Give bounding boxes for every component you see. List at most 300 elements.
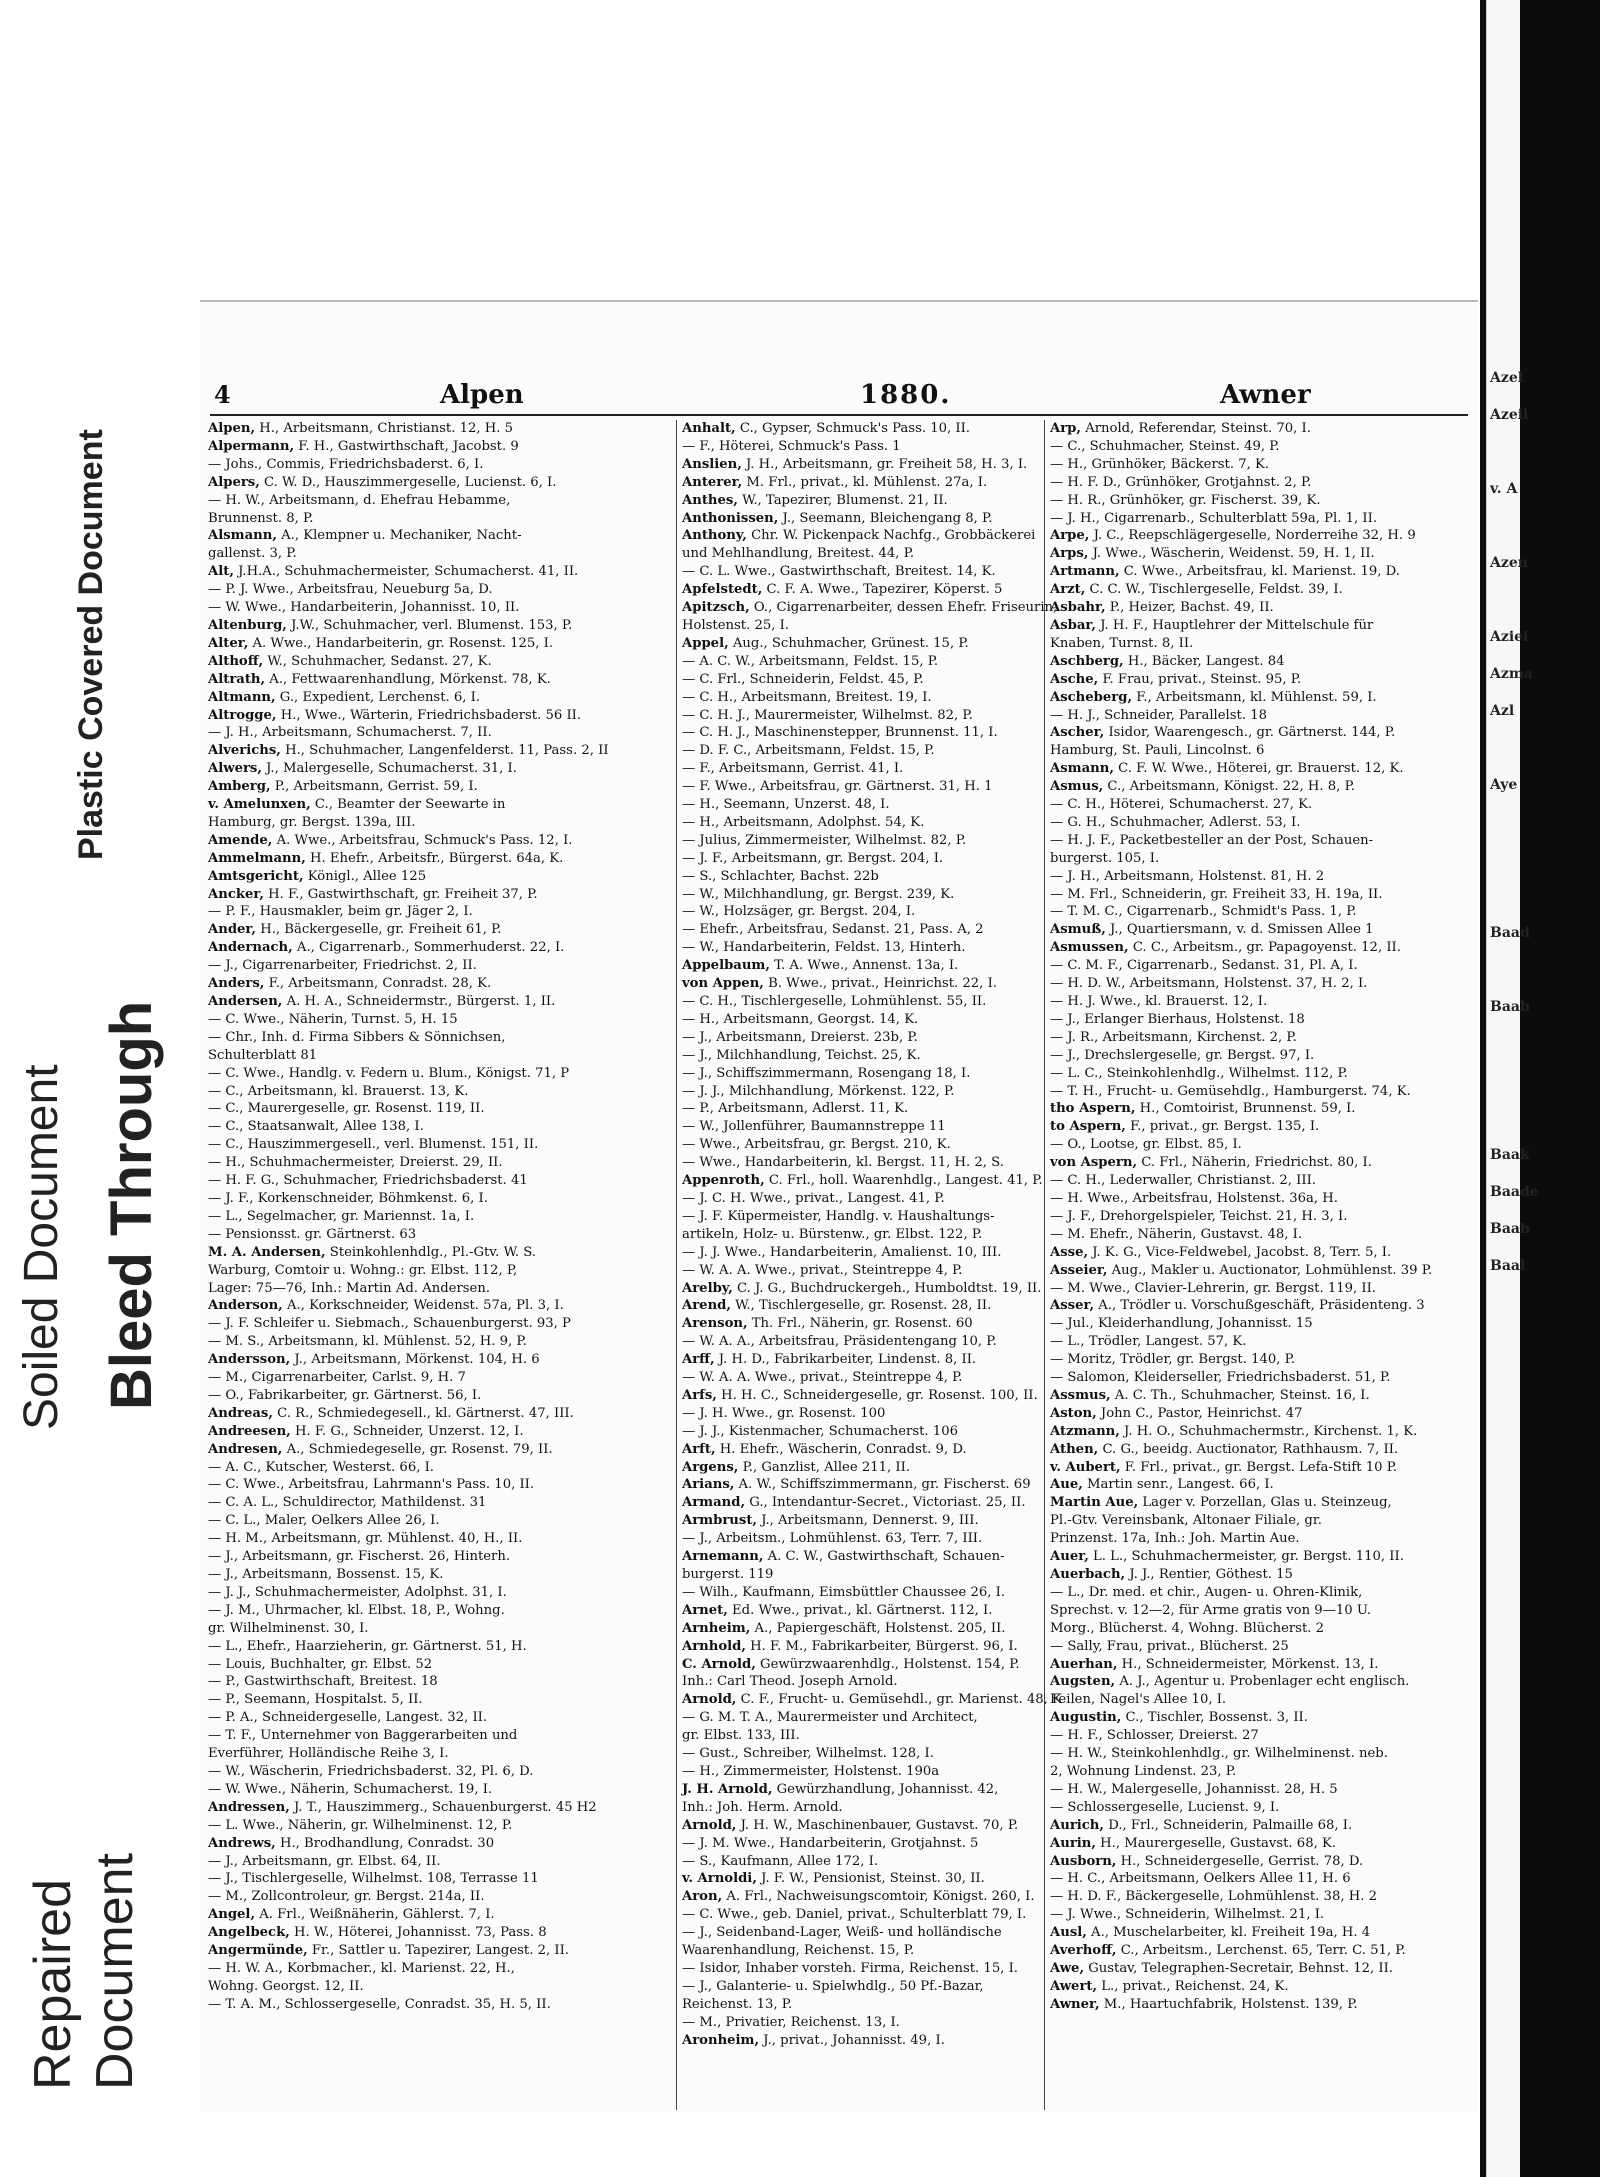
directory-entry: Arfs, H. H. C., Schneidergeselle, gr. Rosenst. 100, II. <box>682 1387 1038 1403</box>
directory-entry: — J., Schiffszimmermann, Rosengang 18, I. <box>682 1065 971 1081</box>
directory-entry: — H. F. G., Schuhmacher, Friedrichsbaderst. 41 <box>208 1173 528 1189</box>
directory-entry: v. Arnoldi, J. F. W., Pensionist, Steinst. 30, II. <box>682 1871 985 1887</box>
header-first-word: Alpen <box>440 380 524 410</box>
directory-entry: — P. A., Schneidergeselle, Langest. 32, II. <box>208 1710 488 1726</box>
directory-entry: — W., Wäscherin, Friedrichsbaderst. 32, Pl. 6, D. <box>208 1763 534 1779</box>
directory-entry: Andreas, C. R., Schmiedegesell., kl. Gärtnerst. 47, III. <box>208 1405 574 1421</box>
directory-entry: Aurin, H., Maurergeselle, Gustavst. 68, K. <box>1050 1835 1337 1851</box>
directory-entry: — J., Drechslergeselle, gr. Bergst. 97, I. <box>1050 1047 1315 1063</box>
directory-entry: — Sally, Frau, privat., Blücherst. 25 <box>1050 1638 1289 1654</box>
directory-entry: — C. M. F., Cigarrenarb., Sedanst. 31, Pl. A, I. <box>1050 958 1358 974</box>
directory-entry: Atzmann, J. H. O., Schuhmachermstr., Kirchenst. 1, K. <box>1050 1423 1418 1439</box>
directory-entry: — J. Wwe., Schneiderin, Wilhelmst. 21, I. <box>1050 1907 1325 1923</box>
directory-entry: Angermünde, Fr., Sattler u. Tapezirer, Langest. 2, II. <box>208 1943 569 1959</box>
page-header <box>200 380 1478 414</box>
directory-entry: — J., Arbeitsmann, Bossenst. 15, K. <box>208 1567 444 1582</box>
header-last-word: Awner <box>1220 380 1311 410</box>
directory-entry: — P. F., Hausmakler, beim gr. Jäger 2, I. <box>208 904 473 920</box>
directory-entry: — C. H. J., Maurermeister, Wilhelmst. 82, P. <box>682 707 973 723</box>
directory-entry: — W. A. A. Wwe., privat., Steintreppe 4, P. <box>682 1262 963 1278</box>
directory-entry: v. Amelunxen, C., Beamter der Seewarte in <box>208 797 506 813</box>
directory-entry: Anslien, J. H., Arbeitsmann, gr. Freiheit 58, H. 3, I. <box>682 456 1028 472</box>
directory-entry: Awner, M., Haartuchfabrik, Holstenst. 139, P. <box>1050 1996 1358 2012</box>
directory-entry: — G. H., Schuhmacher, Adlerst. 53, I. <box>1050 814 1301 830</box>
label-plastic-covered: Plastic Covered Document <box>72 429 110 860</box>
directory-entry: — H. M., Arbeitsmann, gr. Mühlenst. 40, H., II. <box>208 1531 523 1547</box>
adjacent-page-fragment <box>1490 730 1520 767</box>
directory-entry: Augsten, A. J., Agentur u. Probenlager echt englisch. <box>1050 1674 1410 1690</box>
directory-entry: Inh.: Carl Theod. Joseph Arnold. <box>682 1674 898 1690</box>
directory-entry: — J., Tischlergeselle, Wilhelmst. 108, Terrasse 11 <box>208 1871 539 1887</box>
directory-entry: 2, Wohnung Lindenst. 23, P. <box>1050 1763 1237 1779</box>
directory-entry: Aue, Martin senr., Langest. 66, I. <box>1050 1477 1274 1493</box>
directory-entry: Arnold, J. H. W., Maschinenbauer, Gustavst. 70, P. <box>682 1817 1019 1833</box>
directory-entry: Anderson, A., Korkschneider, Weidenst. 57a, Pl. 3, I. <box>208 1298 564 1314</box>
directory-entry: — Schlossergeselle, Lucienst. 9, I. <box>1050 1799 1280 1815</box>
directory-entry: Alpen, H., Arbeitsmann, Christianst. 12, H. 5 <box>208 421 514 436</box>
label-bleed-through: Bleed Through <box>99 1000 164 1410</box>
directory-entry: — Gust., Schreiber, Wilhelmst. 128, I. <box>682 1746 934 1762</box>
directory-entry: — L. Wwe., Näherin, gr. Wilhelminenst. 12, P. <box>208 1817 513 1833</box>
directory-entry: — C., Schuhmacher, Steinst. 49, P. <box>1050 438 1280 454</box>
directory-entry: Brunnenst. 8, P. <box>208 510 314 526</box>
directory-entry: gr. Wilhelminenst. 30, I. <box>208 1620 369 1636</box>
directory-entry: — J. J., Schuhmachermeister, Adolphst. 31, I. <box>208 1584 507 1600</box>
directory-entry: — Isidor, Inhaber vorsteh. Firma, Reichenst. 15, I. <box>682 1960 1019 1976</box>
directory-entry: Martin Aue, Lager v. Porzellan, Glas u. Steinzeug, <box>1050 1495 1392 1511</box>
directory-entry: Reichenst. 13, P. <box>682 1996 793 2012</box>
directory-entry: — F., Höterei, Schmuck's Pass. 1 <box>682 438 901 454</box>
directory-entry: Auerbach, J. J., Rentier, Göthest. 15 <box>1050 1567 1293 1582</box>
directory-entry: — H., Schuhmachermeister, Dreierst. 29, II. <box>208 1155 503 1171</box>
directory-entry: Apfelstedt, C. F. A. Wwe., Tapezirer, Köperst. 5 <box>682 582 1003 598</box>
directory-entry: — J. H., Arbeitsmann, Holstenst. 81, H. 2 <box>1050 868 1325 884</box>
directory-entry: Armand, G., Intendantur-Secret., Victoriast. 25, II. <box>682 1495 1026 1511</box>
adjacent-page-fragment <box>1490 434 1520 471</box>
directory-entry: — H. F. D., Grünhöker, Grotjahnst. 2, P. <box>1050 474 1312 490</box>
header-year: 1880. <box>860 380 952 410</box>
directory-entry: Andersen, A. H. A., Schneidermstr., Bürgerst. 1, II. <box>208 994 556 1009</box>
adjacent-page-fragment: Azma <box>1490 666 1533 682</box>
directory-entry: — L., Trödler, Langest. 57, K. <box>1050 1334 1247 1350</box>
directory-entry: — W. Wwe., Näherin, Schumacherst. 19, I. <box>208 1781 493 1797</box>
directory-entry: — H., Grünhöker, Bäckerst. 7, K. <box>1050 456 1270 472</box>
directory-entry: — F., Arbeitsmann, Gerrist. 41, I. <box>682 761 904 777</box>
directory-entry: Anterer, M. Frl., privat., kl. Mühlenst. 27a, I. <box>682 474 988 490</box>
adjacent-page-fragment <box>1490 1063 1520 1100</box>
directory-entry: — W., Holzsäger, gr. Bergst. 204, I. <box>682 904 916 920</box>
directory-entry: Asche, F. Frau, privat., Steinst. 95, P. <box>1050 671 1302 687</box>
directory-entry: — W., Jollenführer, Baumannstreppe 11 <box>682 1119 946 1135</box>
directory-entry: Sprechst. v. 12—2, für Arme gratis von 9—10 U. <box>1050 1602 1371 1618</box>
directory-entry: — Chr., Inh. d. Firma Sibbers & Sönnichsen, <box>208 1029 506 1045</box>
adjacent-page-fragment: Baab <box>1490 999 1530 1015</box>
directory-entry: — Julius, Zimmermeister, Wilhelmst. 82, P. <box>682 832 967 848</box>
directory-entry: — M., Cigarrenarbeiter, Carlst. 9, H. 7 <box>208 1370 466 1386</box>
directory-entry: Asmuß, J., Quartiersmann, v. d. Smissen Allee 1 <box>1050 922 1374 938</box>
directory-entry: — H. D. W., Arbeitsmann, Holstenst. 37, H. 2, I. <box>1050 976 1368 992</box>
directory-entry: — Jul., Kleiderhandlung, Johannisst. 15 <box>1050 1316 1313 1332</box>
directory-entry: — C. Wwe., geb. Daniel, privat., Schulterblatt 79, I. <box>682 1907 1027 1923</box>
directory-entry: — M. Wwe., Clavier-Lehrerin, gr. Bergst. 119, II. <box>1050 1280 1376 1296</box>
directory-entry: Aston, John C., Pastor, Heinrichst. 47 <box>1050 1405 1303 1421</box>
directory-entry: Asbahr, P., Heizer, Bachst. 49, II. <box>1050 600 1274 616</box>
directory-entry: — J. M., Uhrmacher, kl. Elbst. 18, P., Wohng. <box>208 1602 505 1618</box>
directory-entry: Asbar, J. H. F., Hauptlehrer der Mittelschule für <box>1050 617 1374 633</box>
directory-entry: Arp, Arnold, Referendar, Steinst. 70, I. <box>1050 421 1311 436</box>
directory-entry: — J., Milchhandlung, Teichst. 25, K. <box>682 1047 921 1063</box>
adjacent-page-fragment <box>1490 1026 1520 1063</box>
directory-entry: — J. H., Cigarrenarb., Schulterblatt 59a, Pl. 1, II. <box>1050 510 1378 526</box>
label-repaired-line1: Repaired <box>24 1878 82 2090</box>
directory-entry: Arft, H. Ehefr., Wäscherin, Conradst. 9, D. <box>682 1441 967 1457</box>
directory-entry: — J., Arbeitsm., Lohmühlenst. 63, Terr. 7, III. <box>682 1531 983 1547</box>
adjacent-page-fragment <box>1490 804 1520 841</box>
directory-entry: — T. M. C., Cigarrenarb., Schmidt's Pass. 1, P. <box>1050 904 1357 920</box>
directory-entry: — C. H., Tischlergeselle, Lohmühlenst. 55, II. <box>682 994 987 1009</box>
directory-entry: Arnemann, A. C. W., Gastwirthschaft, Schauen- <box>682 1549 1005 1565</box>
directory-entry: Altenburg, J.W., Schuhmacher, verl. Blumenst. 153, P. <box>208 617 573 633</box>
directory-entry: von Appen, B. Wwe., privat., Heinrichst. 22, I. <box>682 976 997 992</box>
adjacent-page-fragment: Azeil <box>1490 407 1529 423</box>
directory-entry: Amende, A. Wwe., Arbeitsfrau, Schmuck's Pass. 12, I. <box>208 832 573 848</box>
adjacent-page-fragment <box>1490 841 1520 878</box>
directory-entry: Augustin, C., Tischler, Bossenst. 3, II. <box>1050 1710 1308 1726</box>
directory-entry: Holstenst. 25, I. <box>682 617 790 633</box>
directory-entry: — M. Frl., Schneiderin, gr. Freiheit 33, H. 19a, II. <box>1050 886 1383 902</box>
directory-entry: — H., Arbeitsmann, Georgst. 14, K. <box>682 1011 919 1027</box>
directory-entry: — T. A. M., Schlossergeselle, Conradst. 35, H. 5, II. <box>208 1996 551 2012</box>
directory-entry: Alsmann, A., Klempner u. Mechaniker, Nacht- <box>208 528 522 544</box>
directory-entry: Appel, Aug., Schuhmacher, Grünest. 15, P. <box>682 635 969 651</box>
directory-entry: und Mehlhandlung, Breitest. 44, P. <box>682 546 915 562</box>
directory-entry: — J. F. Küpermeister, Handlg. v. Haushaltungs- <box>682 1208 995 1224</box>
directory-entry: — M., Zollcontroleur, gr. Bergst. 214a, II. <box>208 1889 485 1905</box>
directory-entry: — C. L., Maler, Oelkers Allee 26, I. <box>208 1513 440 1529</box>
directory-entry: — J., Arbeitsmann, gr. Fischerst. 26, Hinterh. <box>208 1549 511 1565</box>
directory-entry: — L. C., Steinkohlenhdlg., Wilhelmst. 112, P. <box>1050 1065 1348 1081</box>
directory-entry: Andernach, A., Cigarrenarb., Sommerhuderst. 22, I. <box>208 940 565 956</box>
directory-entry: — H. C., Arbeitsmann, Oelkers Allee 11, H. 6 <box>1050 1871 1351 1887</box>
directory-entry: — Johs., Commis, Friedrichsbaderst. 6, I. <box>208 456 484 472</box>
directory-entry: — P., Arbeitsmann, Adlerst. 11, K. <box>682 1101 909 1117</box>
directory-entry: Alverichs, H., Schuhmacher, Langenfelderst. 11, Pass. 2, II <box>208 743 609 759</box>
directory-entry: — W., Milchhandlung, gr. Bergst. 239, K. <box>682 886 955 902</box>
directory-entry: burgerst. 119 <box>682 1567 774 1582</box>
directory-entry: Feilen, Nagel's Allee 10, I. <box>1050 1692 1227 1708</box>
label-repaired-line2: Document <box>86 1853 144 2090</box>
directory-entry: Appelbaum, T. A. Wwe., Annenst. 13a, I. <box>682 958 959 974</box>
directory-entry: — H., Arbeitsmann, Adolphst. 54, K. <box>682 814 925 830</box>
directory-entry: Anders, F., Arbeitsmann, Conradst. 28, K. <box>208 976 492 992</box>
directory-entry: — C. A. L., Schuldirector, Mathildenst. 31 <box>208 1495 487 1511</box>
directory-entry: Hamburg, St. Pauli, Lincolnst. 6 <box>1050 743 1265 759</box>
directory-entry: — J. J., Kistenmacher, Schumacherst. 106 <box>682 1423 958 1439</box>
directory-entry: Anhalt, C., Gypser, Schmuck's Pass. 10, II. <box>682 421 970 436</box>
directory-entry: — C. Wwe., Arbeitsfrau, Lahrmann's Pass. 10, II. <box>208 1477 535 1493</box>
directory-entry: — J. J. Wwe., Handarbeiterin, Amalienst. 10, III. <box>682 1244 1002 1260</box>
directory-entry: — Wwe., Handarbeiterin, kl. Bergst. 11, H. 2, S. <box>682 1155 1004 1171</box>
directory-entry: gallenst. 3, P. <box>208 546 297 562</box>
directory-entry: — W. Wwe., Handarbeiterin, Johannisst. 10, II. <box>208 600 520 616</box>
directory-entry: — J., Galanterie- u. Spielwhdlg., 50 Pf.-Bazar, <box>682 1978 984 1994</box>
directory-entry: Schulterblatt 81 <box>208 1047 318 1063</box>
directory-entry: Aronheim, J., privat., Johannisst. 49, I. <box>682 2032 945 2048</box>
adjacent-page-fragment: Azen <box>1490 555 1528 571</box>
adjacent-page-fragment: Baab <box>1490 1221 1530 1237</box>
adjacent-page-fragment <box>1490 878 1520 915</box>
directory-entry: — D. F. C., Arbeitsmann, Feldst. 15, P. <box>682 743 935 759</box>
directory-entry: — F. Wwe., Arbeitsfrau, gr. Gärtnerst. 31, H. 1 <box>682 779 993 795</box>
directory-entry: Andressen, J. T., Hauszimmerg., Schauenburgerst. 45 H2 <box>208 1799 597 1815</box>
directory-entry: M. A. Andersen, Steinkohlenhdlg., Pl.-Gtv. W. S. <box>208 1244 536 1260</box>
directory-entry: — M. S., Arbeitsmann, kl. Mühlenst. 52, H. 9, P. <box>208 1334 527 1350</box>
directory-entry: Arend, W., Tischlergeselle, gr. Rosenst. 28, II. <box>682 1298 992 1314</box>
directory-entry: — O., Lootse, gr. Elbst. 85, I. <box>1050 1137 1242 1153</box>
directory-entry: — J. F., Arbeitsmann, gr. Bergst. 204, I. <box>682 850 944 866</box>
adjacent-page-fragment <box>1490 582 1520 619</box>
directory-entry: — C. L. Wwe., Gastwirthschaft, Breitest. 14, K. <box>682 564 996 580</box>
directory-entry: — C., Staatsanwalt, Allee 138, I. <box>208 1119 424 1135</box>
directory-entry: — H. W., Malergeselle, Johannisst. 28, H. 5 <box>1050 1781 1338 1797</box>
directory-entry: — S., Kaufmann, Allee 172, I. <box>682 1853 879 1869</box>
directory-entry: Altrogge, H., Wwe., Wärterin, Friedrichsbaderst. 56 II. <box>208 707 582 723</box>
adjacent-page-fragment: Baak <box>1490 1147 1530 1163</box>
directory-entry: Asmussen, C. C., Arbeitsm., gr. Papagoyenst. 12, II. <box>1050 940 1401 956</box>
directory-entry: — H. Wwe., Arbeitsfrau, Holstenst. 36a, H. <box>1050 1190 1338 1206</box>
directory-entry: — C. Wwe., Näherin, Turnst. 5, H. 15 <box>208 1011 458 1027</box>
directory-entry: Althoff, W., Schuhmacher, Sedanst. 27, K. <box>208 653 492 669</box>
directory-entry: — P. J. Wwe., Arbeitsfrau, Neueburg 5a, D. <box>208 582 493 598</box>
directory-entry: Amberg, P., Arbeitsmann, Gerrist. 59, I. <box>208 779 478 795</box>
directory-entry: — M., Privatier, Reichenst. 13, I. <box>682 2014 900 2030</box>
directory-entry: — H. J., Schneider, Parallelst. 18 <box>1050 707 1268 723</box>
directory-entry: Argens, P., Ganzlist, Allee 211, II. <box>682 1459 911 1475</box>
directory-entry: Alt, J.H.A., Schuhmachermeister, Schumacherst. 41, II. <box>208 564 579 580</box>
directory-entry: Asmus, C., Arbeitsmann, Königst. 22, H. 8, P. <box>1050 779 1355 795</box>
directory-entry: — J., Erlanger Bierhaus, Holstenst. 18 <box>1050 1011 1305 1027</box>
directory-entry: Andreesen, H. F. G., Schneider, Unzerst. 12, I. <box>208 1423 524 1439</box>
directory-entry: Morg., Blücherst. 4, Wohng. Blücherst. 2 <box>1050 1620 1325 1636</box>
page-number: 4 <box>214 380 231 409</box>
directory-entry: Asseier, Aug., Makler u. Auctionator, Lohmühlenst. 39 P. <box>1050 1262 1433 1278</box>
directory-entry: to Aspern, F., privat., gr. Bergst. 135, I. <box>1050 1119 1320 1135</box>
directory-entry: Arff, J. H. D., Fabrikarbeiter, Lindenst. 8, II. <box>682 1352 977 1368</box>
directory-entry: — J. R., Arbeitsmann, Kirchenst. 2, P. <box>1050 1029 1297 1045</box>
directory-entry: — J. H., Arbeitsmann, Schumacherst. 7, II. <box>208 725 492 741</box>
directory-entry: von Aspern, C. Frl., Näherin, Friedrichst. 80, I. <box>1050 1155 1372 1171</box>
directory-entry: Auer, L. L., Schuhmachermeister, gr. Bergst. 110, II. <box>1050 1549 1404 1565</box>
directory-entry: — Ehefr., Arbeitsfrau, Sedanst. 21, Pass. A, 2 <box>682 922 984 938</box>
directory-entry: Arnhold, H. F. M., Fabrikarbeiter, Bürgerst. 96, I. <box>682 1638 1018 1654</box>
directory-entry: gr. Elbst. 133, III. <box>682 1728 800 1744</box>
adjacent-page-fragment <box>1490 952 1520 989</box>
directory-entry: Ander, H., Bäckergeselle, gr. Freiheit 61, P. <box>208 922 502 938</box>
adjacent-page-fragment: Aye <box>1490 777 1518 793</box>
directory-entry: Auerhan, H., Schneidermeister, Mörkenst. 13, I. <box>1050 1656 1379 1672</box>
directory-entry: — G. M. T. A., Maurermeister und Architect, <box>682 1710 978 1726</box>
directory-entry: — C., Arbeitsmann, kl. Brauerst. 13, K. <box>208 1083 469 1099</box>
directory-entry: Armbrust, J., Arbeitsmann, Dennerst. 9, III. <box>682 1513 979 1529</box>
directory-entry: — J. M. Wwe., Handarbeiterin, Grotjahnst. 5 <box>682 1835 979 1851</box>
directory-entry: Angelbeck, H. W., Höterei, Johannisst. 73, Pass. 8 <box>208 1925 547 1941</box>
directory-entry: — O., Fabrikarbeiter, gr. Gärtnerst. 56, I. <box>208 1387 482 1403</box>
directory-entry: Arpe, J. C., Reepschlägergeselle, Norderreihe 32, H. 9 <box>1050 528 1416 544</box>
directory-entry: Arenson, Th. Frl., Näherin, gr. Rosenst. 60 <box>682 1316 973 1332</box>
directory-entry: — T. H., Frucht- u. Gemüsehdlg., Hamburgerst. 74, K. <box>1050 1083 1411 1099</box>
directory-entry: — Moritz, Trödler, gr. Bergst. 140, P. <box>1050 1352 1296 1368</box>
directory-entry: — A. C., Kutscher, Westerst. 66, I. <box>208 1459 435 1475</box>
scanned-page <box>200 300 1478 2112</box>
directory-entry: Assmus, A. C. Th., Schuhmacher, Steinst. 16, I. <box>1050 1387 1370 1403</box>
directory-entry: Awert, L., privat., Reichenst. 24, K. <box>1050 1978 1289 1994</box>
directory-entry: burgerst. 105, I. <box>1050 850 1160 866</box>
label-repaired <box>22 1853 146 2090</box>
directory-entry: Angel, A. Frl., Weißnäherin, Gählerst. 7, I. <box>208 1907 495 1923</box>
directory-entry: — A. C. W., Arbeitsmann, Feldst. 15, P. <box>682 653 939 669</box>
directory-entry: — H. W., Steinkohlenhdlg., gr. Wilhelminenst. neb. <box>1050 1746 1388 1762</box>
directory-entry: — Wwe., Arbeitsfrau, gr. Bergst. 210, K. <box>682 1137 951 1153</box>
directory-entry: — C. H., Arbeitsmann, Breitest. 19, I. <box>682 689 932 705</box>
directory-entry: — W. A. A., Arbeitsfrau, Präsidentengang 10, P. <box>682 1334 997 1350</box>
adjacent-page-fragment: Baade <box>1490 1184 1539 1200</box>
adjacent-page-fragment: Baad <box>1490 925 1530 941</box>
directory-entry: Andrews, H., Brodhandlung, Conradst. 30 <box>208 1835 495 1851</box>
directory-entry: Asser, A., Trödler u. Vorschußgeschäft, Präsidenteng. 3 <box>1050 1298 1425 1314</box>
directory-entry: — W., Handarbeiterin, Feldst. 13, Hinterh. <box>682 940 966 956</box>
directory-entry: Ammelmann, H. Ehefr., Arbeitsfr., Bürgerst. 64a, K. <box>208 850 564 866</box>
directory-entry: Ausl, A., Muschelarbeiter, kl. Freiheit 19a, H. 4 <box>1050 1925 1371 1941</box>
directory-entry: Waarenhandlung, Reichenst. 15, P. <box>682 1943 915 1959</box>
directory-entry: — C., Maurergeselle, gr. Rosenst. 119, II. <box>208 1101 485 1117</box>
directory-entry: tho Aspern, H., Comtoirist, Brunnenst. 59, I. <box>1050 1101 1356 1117</box>
directory-entry: — J., Arbeitsmann, Dreierst. 23b, P. <box>682 1029 918 1045</box>
directory-entry: — H. R., Grünhöker, gr. Fischerst. 39, K. <box>1050 492 1321 508</box>
directory-entry: J. H. Arnold, Gewürzhandlung, Johannisst. 42, <box>682 1781 999 1797</box>
directory-entry: Arps, J. Wwe., Wäscherin, Weidenst. 59, H. 1, II. <box>1050 546 1375 562</box>
directory-entry: — L., Ehefr., Haarzieherin, gr. Gärtnerst. 51, H. <box>208 1638 527 1654</box>
directory-entry: — L., Dr. med. et chir., Augen- u. Ohren-Klinik, <box>1050 1584 1363 1600</box>
directory-entry: — H. D. F., Bäckergeselle, Lohmühlenst. 38, H. 2 <box>1050 1889 1377 1905</box>
directory-entry: Averhoff, C., Arbeitsm., Lerchenst. 65, Terr. C. 51, P. <box>1050 1943 1406 1959</box>
directory-entry: Prinzenst. 17a, Inh.: Joh. Martin Aue. <box>1050 1531 1300 1547</box>
column-3 <box>1044 420 1433 2110</box>
directory-entry: Wohng. Georgst. 12, II. <box>208 1978 364 1994</box>
directory-entry: Asmann, C. F. W. Wwe., Höterei, gr. Brauerst. 12, K. <box>1050 761 1404 777</box>
column-2 <box>676 420 1062 2110</box>
directory-entry: Altrath, A., Fettwaarenhandlung, Mörkenst. 78, K. <box>208 671 551 687</box>
directory-entry: Anthony, Chr. W. Pickenpack Nachfg., Grobbäckerei <box>682 528 1036 544</box>
directory-entry: — P., Gastwirthschaft, Breitest. 18 <box>208 1674 438 1690</box>
directory-entry: Anthes, W., Tapezirer, Blumenst. 21, II. <box>682 492 948 508</box>
directory-entry: Alwers, J., Malergeselle, Schumacherst. 31, I. <box>208 761 517 777</box>
directory-entry: Arelby, C. J. G., Buchdruckergeh., Humboldtst. 19, II. <box>682 1280 1042 1296</box>
directory-entry: — J. F. Schleifer u. Siebmach., Schauenburgerst. 93, P <box>208 1316 571 1332</box>
directory-entry: Hamburg, gr. Bergst. 139a, III. <box>208 814 416 830</box>
directory-entry: Appenroth, C. Frl., holl. Waarenhdlg., Langest. 41, P. <box>682 1173 1043 1189</box>
directory-entry: Warburg, Comtoir u. Wohng.: gr. Elbst. 112, P, <box>208 1262 518 1278</box>
adjacent-page-fragment: Aziei <box>1490 629 1529 645</box>
directory-entry: Aurich, D., Frl., Schneiderin, Palmaille 68, I. <box>1050 1817 1353 1833</box>
directory-entry: — H. W., Arbeitsmann, d. Ehefrau Hebamme, <box>208 492 511 508</box>
directory-entry: Ausborn, H., Schneidergeselle, Gerrist. 78, D. <box>1050 1853 1364 1869</box>
directory-entry: — Louis, Buchhalter, gr. Elbst. 52 <box>208 1656 433 1672</box>
directory-entry: — M. Ehefr., Näherin, Gustavst. 48, I. <box>1050 1226 1303 1242</box>
directory-entry: Athen, C. G., beeidg. Auctionator, Rathhausm. 7, II. <box>1050 1441 1399 1457</box>
directory-entry: — H. J. Wwe., kl. Brauerst. 12, I. <box>1050 994 1268 1009</box>
directory-entry: Ancker, H. F., Gastwirthschaft, gr. Freiheit 37, P. <box>208 886 538 902</box>
directory-entry: — Salomon, Kleiderseller, Friedrichsbaderst. 51, P. <box>1050 1370 1391 1386</box>
label-soiled: Soiled Document <box>15 1064 68 1430</box>
directory-entry: Lager: 75—76, Inh.: Martin Ad. Andersen. <box>208 1280 491 1296</box>
directory-entry: — T. F., Unternehmer von Baggerarbeiten und <box>208 1728 518 1744</box>
directory-entry: Apitzsch, O., Cigarrenarbeiter, dessen Ehefr. Friseurin, <box>682 600 1058 616</box>
directory-entry: — C. H. J., Maschinenstepper, Brunnenst. 11, I. <box>682 725 998 741</box>
directory-entry: Arnold, C. F., Frucht- u. Gemüsehdl., gr. Marienst. 48, K <box>682 1692 1062 1708</box>
adjacent-page-fragment: Baal <box>1490 1258 1526 1274</box>
directory-entry: Arzt, C. C. W., Tischlergeselle, Feldst. 39, I. <box>1050 582 1343 598</box>
directory-entry: Arnheim, A., Papiergeschäft, Holstenst. 205, II. <box>682 1620 1006 1636</box>
directory-entry: — Pensionsst. gr. Gärtnerst. 63 <box>208 1226 417 1242</box>
directory-entry: Everführer, Holländische Reihe 3, I. <box>208 1746 449 1762</box>
directory-entry: Pl.-Gtv. Vereinsbank, Altonaer Filiale, gr. <box>1050 1513 1322 1529</box>
adjacent-page-fragment: v. A <box>1490 481 1518 497</box>
directory-entry: — J. C. H. Wwe., privat., Langest. 41, P. <box>682 1190 945 1206</box>
directory-entry: Anthonissen, J., Seemann, Bleichengang 8, P. <box>682 510 993 526</box>
directory-entry: — L., Segelmacher, gr. Mariennst. 1a, I. <box>208 1208 475 1224</box>
directory-entry: — H. J. F., Packetbesteller an der Post, Schauen- <box>1050 832 1374 848</box>
directory-entry: — J. J., Milchhandlung, Mörkenst. 122, P. <box>682 1083 955 1099</box>
directory-entry: — H., Seemann, Unzerst. 48, I. <box>682 797 890 813</box>
directory-entry: Alter, A. Wwe., Handarbeiterin, gr. Rosenst. 125, I. <box>208 635 554 651</box>
directory-entry: — J., Cigarrenarbeiter, Friedrichst. 2, II. <box>208 958 477 974</box>
directory-entry: Artmann, C. Wwe., Arbeitsfrau, kl. Marienst. 19, D. <box>1050 564 1400 580</box>
directory-entry: Alpermann, F. H., Gastwirthschaft, Jacobst. 9 <box>208 438 519 454</box>
directory-entry: Knaben, Turnst. 8, II. <box>1050 635 1194 651</box>
directory-entry: Aron, A. Frl., Nachweisungscomtoir, Königst. 260, I. <box>682 1889 1035 1905</box>
adjacent-page-fragment: Azl <box>1490 703 1515 719</box>
header-rule <box>210 414 1468 416</box>
directory-entry: — J., Seidenband-Lager, Weiß- und holländische <box>682 1925 1002 1941</box>
directory-entry: — C. H., Lederwaller, Christianst. 2, III. <box>1050 1173 1316 1189</box>
directory-entry: Ascher, Isidor, Waarengesch., gr. Gärtnerst. 144, P. <box>1050 725 1396 741</box>
directory-entry: Andersson, J., Arbeitsmann, Mörkenst. 104, H. 6 <box>208 1352 540 1368</box>
directory-entry: Andresen, A., Schmiedegeselle, gr. Rosenst. 79, II. <box>208 1441 553 1457</box>
directory-entry: Awe, Gustav, Telegraphen-Secretair, Behnst. 12, II. <box>1050 1960 1393 1976</box>
directory-entry: Inh.: Joh. Herm. Arnold. <box>682 1799 843 1815</box>
directory-entry: — H., Zimmermeister, Holstenst. 190a <box>682 1763 940 1779</box>
directory-entry: — H. F., Schlosser, Dreierst. 27 <box>1050 1728 1259 1744</box>
directory-entry: — P., Seemann, Hospitalst. 5, II. <box>208 1692 423 1708</box>
adjacent-page-edge <box>1486 0 1539 2177</box>
directory-entry: — J. H. Wwe., gr. Rosenst. 100 <box>682 1405 886 1421</box>
adjacent-page-fragment <box>1490 508 1520 545</box>
directory-entry: Amtsgericht, Königl., Allee 125 <box>208 868 427 884</box>
directory-entry: Alpers, C. W. D., Hauszimmergeselle, Lucienst. 6, I. <box>208 474 557 490</box>
directory-entry: C. Arnold, Gewürzwaarenhdlg., Holstenst. 154, P. <box>682 1656 1020 1672</box>
directory-entry: Ascheberg, F., Arbeitsmann, kl. Mühlenst. 59, I. <box>1050 689 1377 705</box>
directory-entry: v. Aubert, F. Frl., privat., gr. Bergst. Lefa-Stift 10 P. <box>1050 1459 1398 1475</box>
directory-entry: — W. A. A. Wwe., privat., Steintreppe 4, P. <box>682 1370 963 1386</box>
directory-entry: — S., Schlachter, Bachst. 22b <box>682 868 879 884</box>
adjacent-page-fragment: Azel <box>1490 370 1524 386</box>
directory-entry: — Wilh., Kaufmann, Eimsbüttler Chaussee 26, I. <box>682 1584 1006 1600</box>
directory-entry: — C., Hauszimmergesell., verl. Blumenst. 151, II. <box>208 1137 539 1153</box>
directory-entry: — J., Arbeitsmann, gr. Elbst. 64, II. <box>208 1853 441 1869</box>
adjacent-page-fragment <box>1490 1100 1520 1137</box>
directory-entry: — J. F., Korkenschneider, Böhmkenst. 6, I. <box>208 1190 488 1206</box>
directory-entry: Asse, J. K. G., Vice-Feldwebel, Jacobst. 8, Terr. 5, I. <box>1050 1244 1392 1260</box>
